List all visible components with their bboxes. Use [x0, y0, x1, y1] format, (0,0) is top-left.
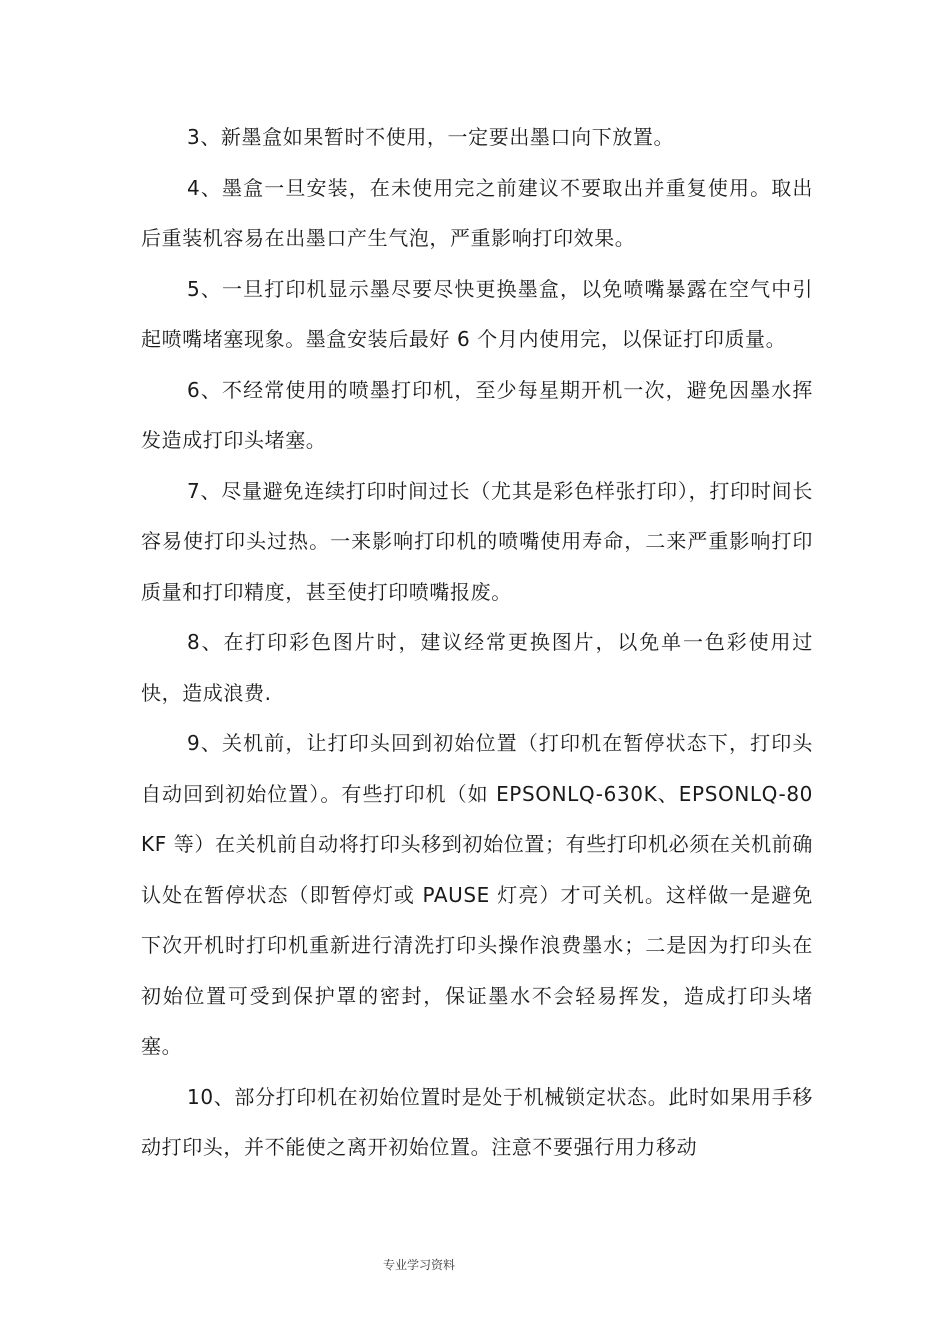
- paragraph-6: 6、不经常使用的喷墨打印机，至少每星期开机一次，避免因墨水挥发造成打印头堵塞。: [141, 377, 813, 452]
- document-body: [141, 112, 813, 1173]
- page-footer: 专业学习资料: [383, 1258, 456, 1272]
- paragraph-5: 5、一旦打印机显示墨尽要尽快更换墨盒，以免喷嘴暴露在空气中引起喷嘴堵塞现象。墨盒安装后最好 6 个月内使用完，以保证打印质量。: [141, 276, 813, 351]
- paragraph-4: 4、墨盒一旦安装，在未使用完之前建议不要取出并重复使用。取出后重装机容易在出墨口产生气泡，严重影响打印效果。: [141, 175, 813, 250]
- paragraph-3: 3、新墨盒如果暂时不使用，一定要出墨口向下放置。: [187, 125, 675, 149]
- paragraph-9: 9、关机前，让打印头回到初始位置（打印机在暂停状态下，打印头自动回到初始位置）。有些打印机（如 EPSONLQ-630K、EPSONLQ-80KF 等）在关机前自动将打印头移到初始位置；有些打印机必须在关机前确认处在暂停状态（即暂停灯或 PAUSE 灯亮）才可关机。这样做一是避免下次开机时打印机重新进行清洗打印头操作浪费墨水；二是因为打印头在初始位置可受到保护罩的密封，保证墨水不会轻易挥发，造成打印头堵塞。: [141, 731, 813, 1058]
- paragraph-7: 7、尽量避免连续打印时间过长（尤其是彩色样张打印），打印时间长容易使打印头过热。一来影响打印机的喷嘴使用寿命，二来严重影响打印质量和打印精度，甚至使打印喷嘴报废。: [141, 478, 813, 604]
- paragraph-8: 8、在打印彩色图片时，建议经常更换图片，以免单一色彩使用过快，造成浪费.: [141, 630, 813, 705]
- paragraph-10: 10、部分打印机在初始位置时是处于机械锁定状态。此时如果用手移动打印头，并不能使之离开初始位置。注意不要强行用力移动: [141, 1084, 813, 1159]
